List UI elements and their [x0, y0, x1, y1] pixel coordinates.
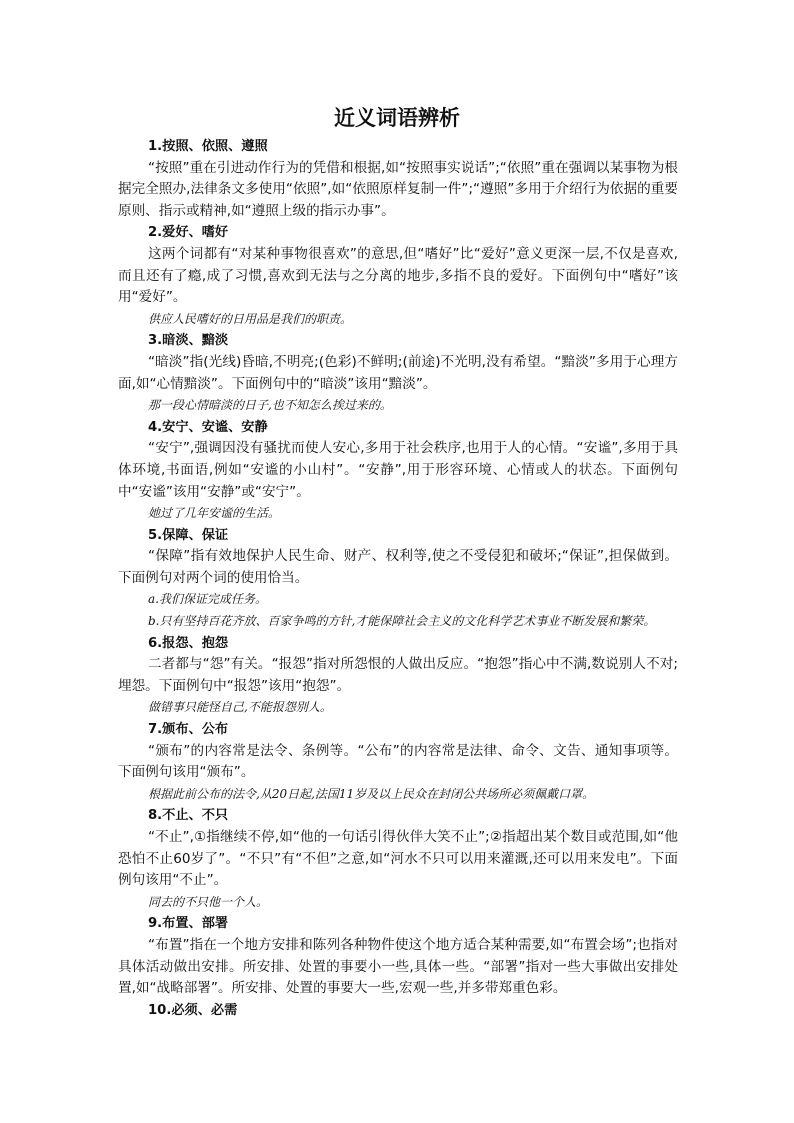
- entry-section: [118, 417, 678, 525]
- page-title: 近义词语辨析: [334, 105, 460, 130]
- example-sentence: 她过了几年安谧的生活。: [148, 506, 281, 521]
- entry-section: [118, 525, 678, 633]
- document-body: [118, 136, 678, 1021]
- entry-section: [118, 330, 678, 416]
- entry-section: [118, 805, 678, 913]
- entry-heading: 8.不止、不只: [148, 808, 229, 824]
- explanation-paragraph: 二者都与“怨”有关。“报怨”指对所怨恨的人做出反应。“抱怨”指心中不满,数说别人不对;埋怨。下面例句中“报怨”该用“抱怨”。: [118, 656, 678, 694]
- example-sentence: 根据此前公布的法令,从20日起,法国11岁及以上民众在封闭公共场所必须佩戴口罩。: [148, 786, 595, 801]
- explanation-paragraph: 这两个词都有“对某种事物很喜欢”的意思,但“嗜好”比“爱好”意义更深一层,不仅是喜欢,而且还有了瘾,成了习惯,喜欢到无法与之分离的地步,多指不良的爱好。下面例句中“嗜好”该用“爱好”。: [118, 245, 678, 306]
- entry-section: [118, 1000, 678, 1022]
- explanation-paragraph: “安宁”,强调因没有骚扰而使人安心,多用于社会秩序,也用于人的心情。“安谧”,多用于具体环境,书面语,例如“安谧的小山村”。“安静”,用于形容环境、心情或人的状态。下面例句中“安谧”该用“安静”或“安宁”。: [118, 440, 678, 500]
- entry-heading: 10.必须、必需: [148, 1002, 238, 1018]
- entry-heading: 6.报怨、抱怨: [148, 635, 229, 651]
- explanation-paragraph: “不止”,①指继续不停,如“他的一句话引得伙伴大笑不止”;②指超出某个数目或范围,如“他恐怕不止60岁了”。“不只”有“不但”之意,如“河水不只可以用来灌溉,还可以用来发电”。下面例句该用“不止”。: [118, 829, 678, 889]
- example-sentence: 那一段心情暗淡的日子,也不知怎么挨过来的。: [148, 398, 392, 413]
- example-sentence: b.只有坚持百花齐放、百家争鸣的方针,才能保障社会主义的文化科学艺术事业不断发展和繁荣。: [148, 614, 656, 629]
- example-sentence: a.我们保证完成任务。: [148, 592, 267, 607]
- entry-heading: 1.按照、依照、遵照: [148, 139, 268, 154]
- example-sentence: 做错事只能怪自己,不能报怨别人。: [148, 700, 332, 715]
- entry-heading: 5.保障、保证: [148, 527, 229, 543]
- entry-section: [118, 719, 678, 805]
- entry-section: [118, 913, 678, 999]
- example-sentence: 供应人民嗜好的日用品是我们的职责。: [148, 311, 353, 326]
- example-sentence: 同去的不只他一个人。: [148, 894, 269, 909]
- entry-heading: 9.布置、部署: [148, 916, 229, 932]
- explanation-paragraph: “按照”重在引进动作行为的凭借和根据,如“按照事实说话”;“依照”重在强调以某事物为根据完全照办,法律条文多使用“依照”,如“依照原样复制一件”;“遵照”多用于介绍行为依据的重要原则、指示或精神,如“遵照上级的指示办事”。: [118, 159, 678, 219]
- explanation-paragraph: “保障”指有效地保护人民生命、财产、权利等,使之不受侵犯和破坏;“保证”,担保做到。下面例句对两个词的使用恰当。: [118, 548, 678, 586]
- entry-section: [118, 633, 678, 719]
- explanation-paragraph: “暗淡”指(光线)昏暗,不明亮;(色彩)不鲜明;(前途)不光明,没有希望。“黯淡”多用于心理方面,如“心情黯淡”。下面例句中的“暗淡”该用“黯淡”。: [118, 353, 678, 392]
- entry-section: [118, 136, 678, 222]
- entry-heading: 2.爱好、嗜好: [148, 225, 229, 241]
- entry-heading: 4.安宁、安谧、安静: [148, 419, 268, 435]
- explanation-paragraph: “颁布”的内容常是法令、条例等。“公布”的内容常是法律、命令、文告、通知事项等。下面例句该用“颁布”。: [118, 742, 678, 781]
- entry-section: [118, 222, 678, 330]
- explanation-paragraph: “布置”指在一个地方安排和陈列各种物件使这个地方适合某种需要,如“布置会场”;也指对具体活动做出安排。所安排、处置的事要小一些,具体一些。“部署”指对一些大事做出安排处置,如“战略部署”。所安排、处置的事要大一些,宏观一些,并多带郑重色彩。: [118, 936, 678, 997]
- entry-heading: 3.暗淡、黯淡: [148, 333, 229, 349]
- entry-heading: 7.颁布、公布: [148, 722, 229, 738]
